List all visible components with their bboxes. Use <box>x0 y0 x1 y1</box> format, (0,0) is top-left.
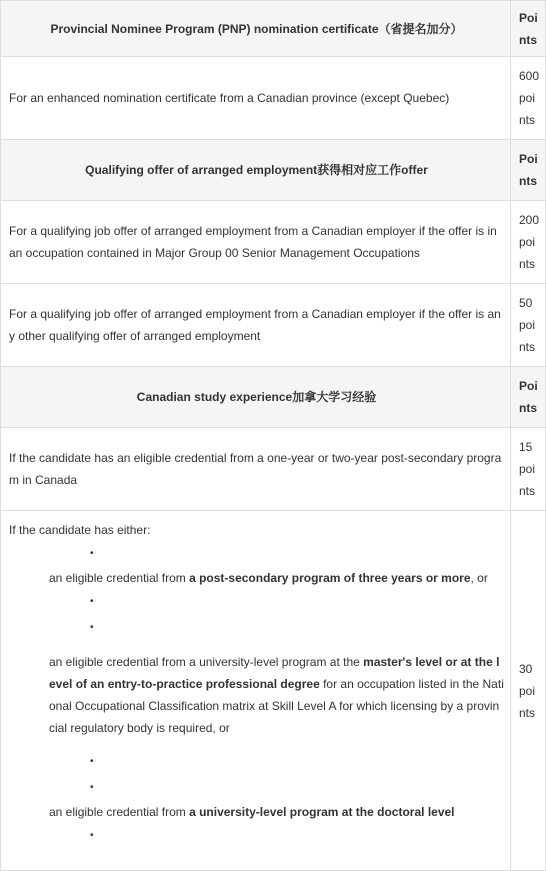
points-value: 600 points <box>511 57 546 140</box>
bullet-icon: • <box>90 548 94 559</box>
option-text: for an occupation listed in the National Occupational Classification matrix at Skill Level A for which licensing by a provincial regulatory body is required, or <box>49 677 504 735</box>
points-value: 30 points <box>511 511 546 871</box>
option-emphasis: master's level or at the level of an entry-to-practice professional degree <box>49 655 500 691</box>
table-row <box>1 511 546 871</box>
bullet-icon: • <box>90 756 94 767</box>
table-row <box>1 57 546 140</box>
option-emphasis: a post-secondary program of three years or more <box>189 571 471 585</box>
criterion-text: If the candidate has an eligible credential from a one-year or two-year post-secondary program in Canada <box>1 428 511 511</box>
option-text: an eligible credential from <box>49 805 190 819</box>
criterion-text: For a qualifying job offer of arranged employment from a Canadian employer if the offer is in an occupation contained in Major Group 00 Senior Management Occupations <box>1 201 511 284</box>
table-row <box>1 367 546 428</box>
option-text: an eligible credential from <box>49 571 190 585</box>
bullet-icon: • <box>90 830 94 841</box>
bullet-icon: • <box>90 622 94 633</box>
bullet-icon: • <box>90 782 94 793</box>
option-emphasis: a university-level program at the doctoral level <box>189 805 455 819</box>
section-heading: Provincial Nominee Program (PNP) nomination certificate（省提名加分） <box>1 1 511 57</box>
credential-option <box>9 801 504 823</box>
option-text: , or <box>470 571 488 585</box>
table-row <box>1 140 546 201</box>
points-value: 50 points <box>511 284 546 367</box>
bullet-icon: • <box>90 596 94 607</box>
criterion-text: For a qualifying job offer of arranged employment from a Canadian employer if the offer is any other qualifying offer of arranged employment <box>1 284 511 367</box>
points-header: Points <box>511 140 546 201</box>
table-row <box>1 428 546 511</box>
criterion-intro: If the candidate has either: <box>9 523 151 537</box>
credential-option <box>9 651 504 739</box>
table-row <box>1 201 546 284</box>
option-text: an eligible credential from a university-level program at the <box>49 655 364 669</box>
points-value: 200 points <box>511 201 546 284</box>
section-heading: Qualifying offer of arranged employment获得相对应工作offer <box>1 140 511 201</box>
credential-option <box>9 567 504 589</box>
table-row <box>1 1 546 57</box>
criterion-text: For an enhanced nomination certificate from a Canadian province (except Quebec) <box>1 57 511 140</box>
table-row <box>1 284 546 367</box>
criterion-cell <box>1 511 511 871</box>
points-value: 15 points <box>511 428 546 511</box>
points-header: Points <box>511 1 546 57</box>
points-header: Points <box>511 367 546 428</box>
section-heading: Canadian study experience加拿大学习经验 <box>1 367 511 428</box>
